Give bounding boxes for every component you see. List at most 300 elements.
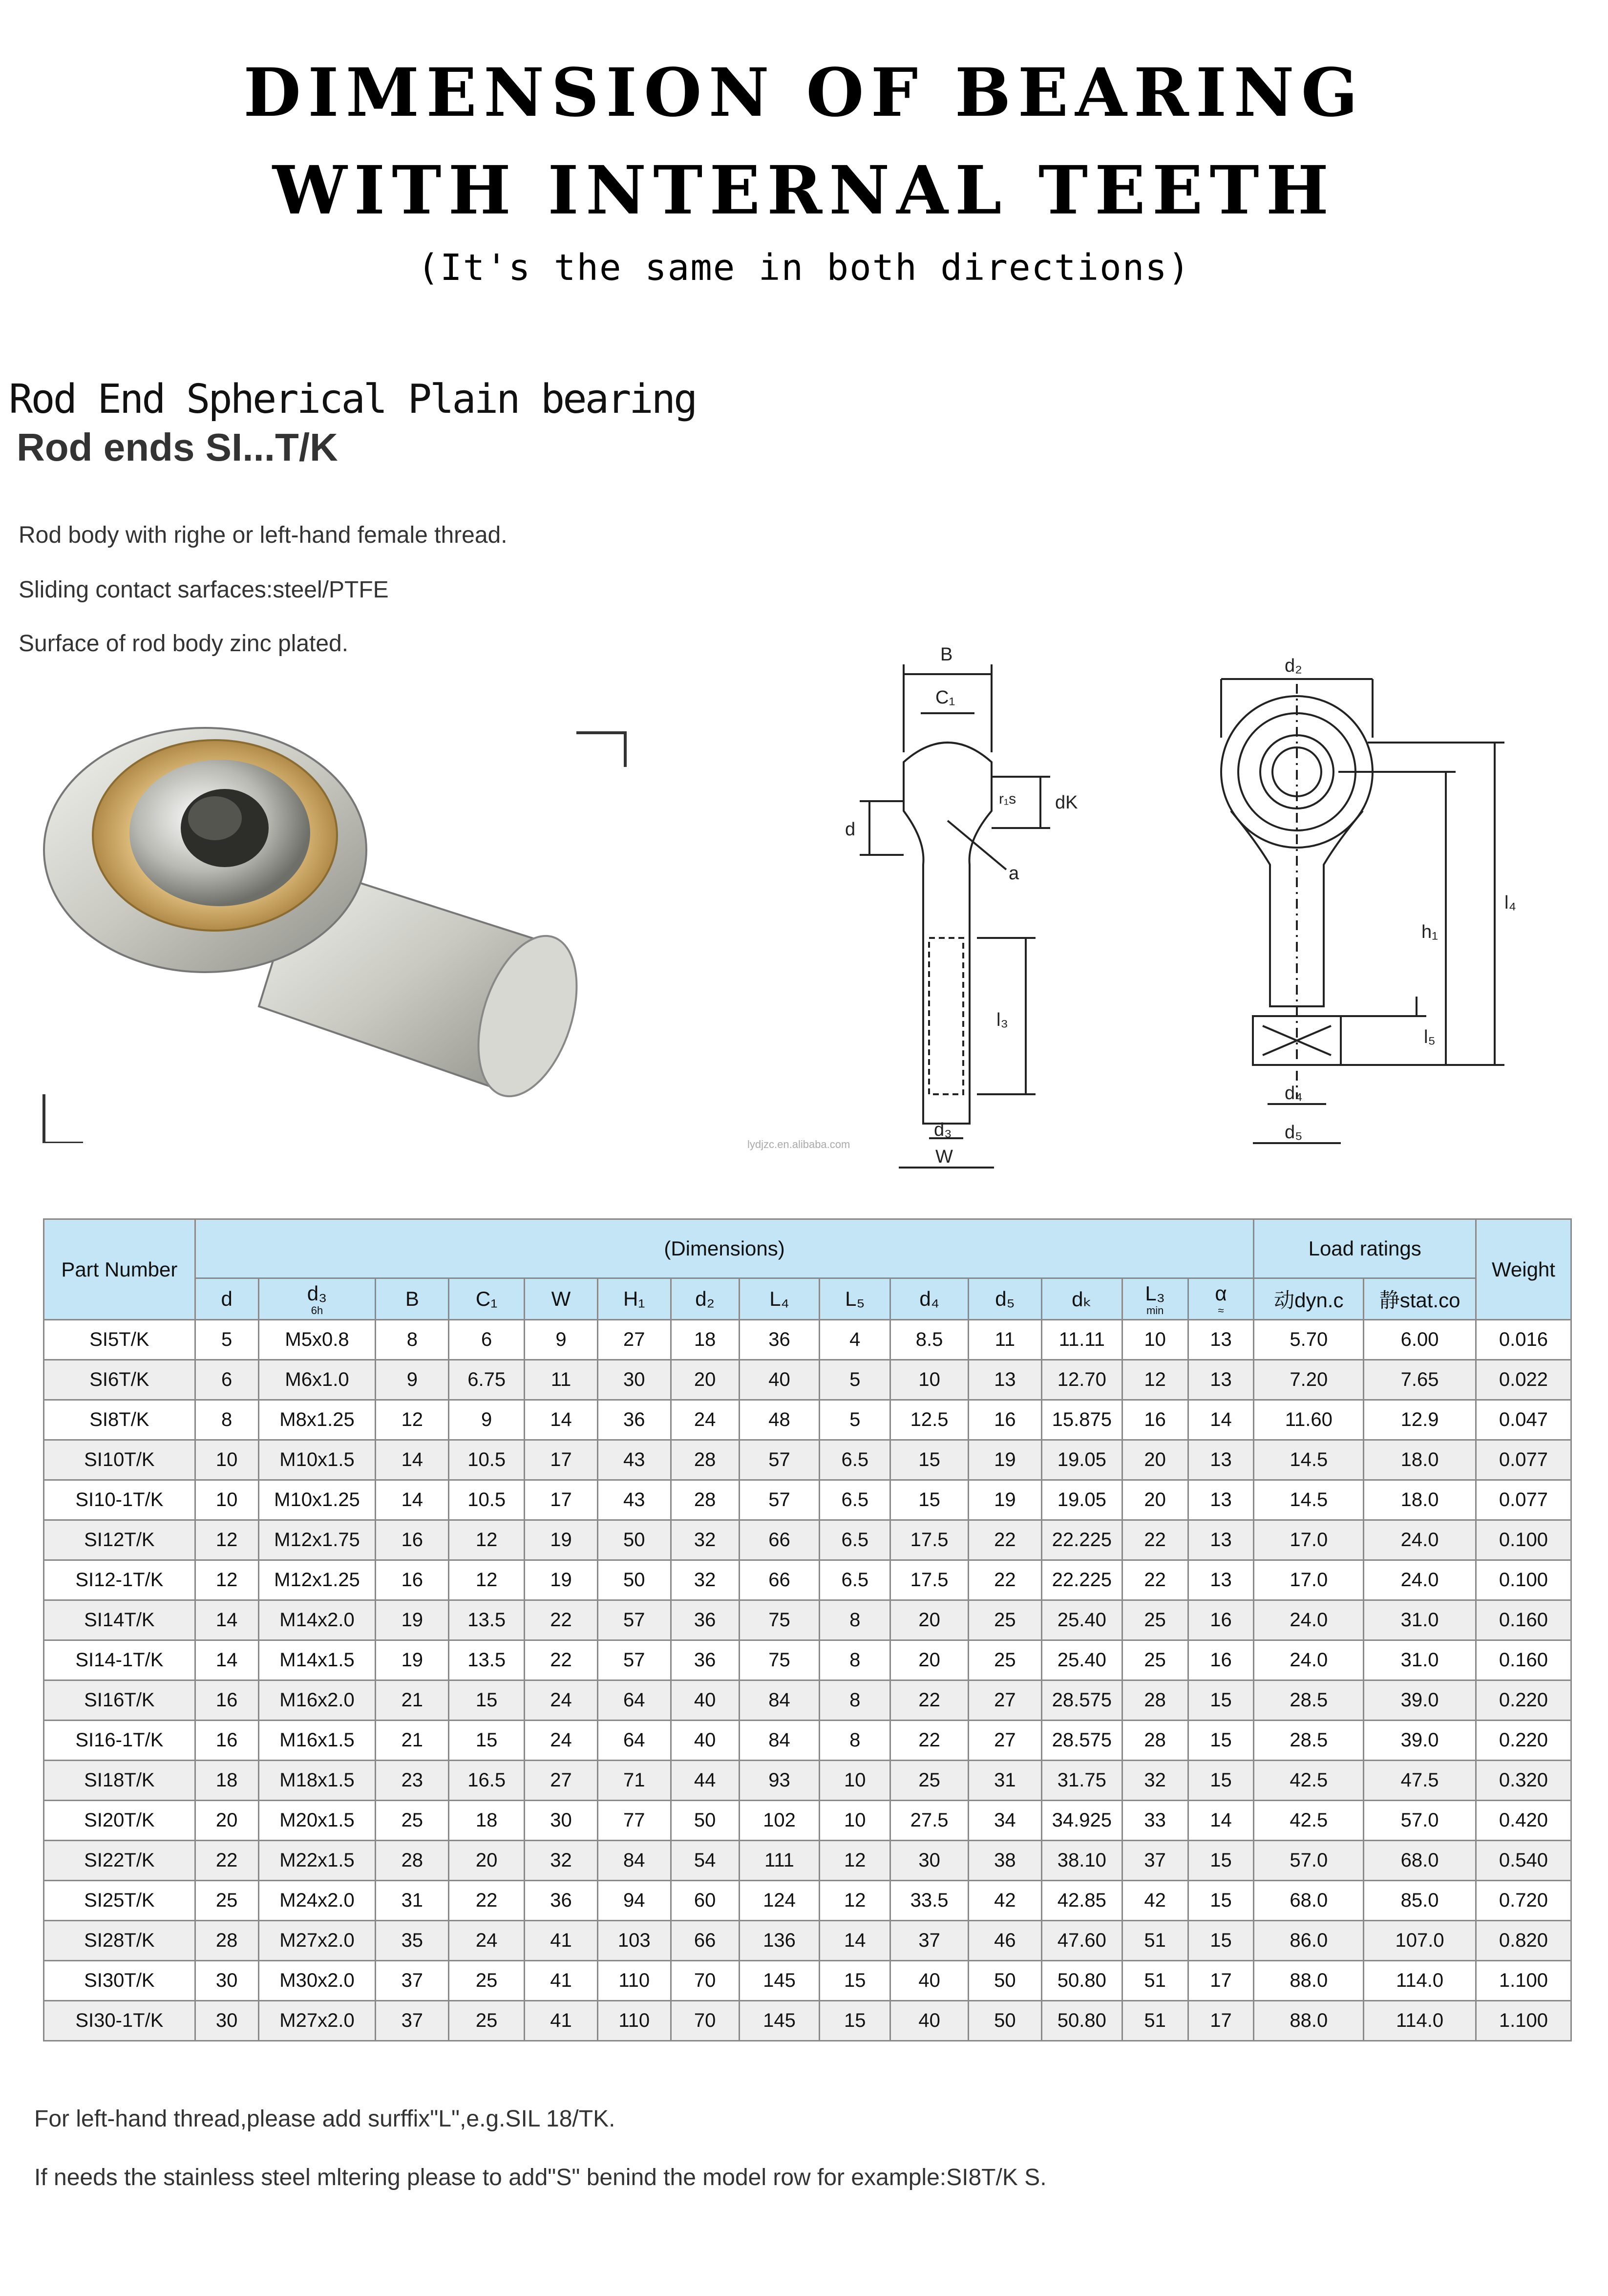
table-cell: M18x1.5: [258, 1761, 376, 1801]
table-cell: 57.0: [1254, 1841, 1364, 1881]
table-cell: 64: [597, 1680, 671, 1721]
table-cell: 42: [1122, 1881, 1188, 1921]
table-cell: 31: [969, 1761, 1042, 1801]
footer-note: For left-hand thread,please add surffix"L",e.g.SIL 18/TK.: [34, 2106, 615, 2132]
part-number-cell: SI30-1T/K: [44, 2001, 195, 2041]
table-cell: 27: [969, 1680, 1042, 1721]
table-cell: 0.100: [1476, 1560, 1571, 1600]
table-cell: 14: [376, 1440, 449, 1480]
table-cell: 10: [820, 1761, 890, 1801]
table-cell: 27: [597, 1320, 671, 1360]
table-cell: 25: [376, 1801, 449, 1841]
table-cell: 10: [195, 1480, 258, 1520]
table-cell: 60: [671, 1881, 739, 1921]
table-cell: 39.0: [1364, 1680, 1476, 1721]
table-cell: 32: [671, 1560, 739, 1600]
col-header: d₅: [969, 1278, 1042, 1320]
table-cell: 14: [195, 1600, 258, 1640]
table-cell: 11: [525, 1360, 598, 1400]
table-cell: 24: [671, 1400, 739, 1440]
table-cell: 12.5: [890, 1400, 969, 1440]
table-row: [44, 1520, 1571, 1560]
table-cell: 103: [597, 1921, 671, 1961]
col-header: C₁: [449, 1278, 525, 1320]
table-row: [44, 1640, 1571, 1680]
table-cell: 51: [1122, 2001, 1188, 2041]
table-cell: 84: [597, 1841, 671, 1881]
table-cell: 32: [525, 1841, 598, 1881]
table-row: [44, 1560, 1571, 1600]
table-cell: 15: [890, 1440, 969, 1480]
table-cell: 24: [525, 1680, 598, 1721]
col-header: W: [525, 1278, 598, 1320]
table-cell: 0.160: [1476, 1640, 1571, 1680]
table-cell: 27.5: [890, 1801, 969, 1841]
label-W: W: [935, 1147, 953, 1167]
table-cell: 136: [739, 1921, 820, 1961]
table-cell: 20: [890, 1600, 969, 1640]
table-cell: 0.077: [1476, 1480, 1571, 1520]
table-cell: 31.0: [1364, 1600, 1476, 1640]
table-cell: 6.75: [449, 1360, 525, 1400]
table-cell: 71: [597, 1761, 671, 1801]
table-cell: 57: [597, 1600, 671, 1640]
table-cell: 22: [195, 1841, 258, 1881]
table-cell: 43: [597, 1480, 671, 1520]
table-cell: 33.5: [890, 1881, 969, 1921]
part-number-cell: SI8T/K: [44, 1400, 195, 1440]
dimension-table: [43, 1218, 1572, 2041]
table-cell: 0.220: [1476, 1721, 1571, 1761]
part-number-cell: SI5T/K: [44, 1320, 195, 1360]
table-cell: M27x2.0: [258, 1921, 376, 1961]
table-cell: 18: [195, 1761, 258, 1801]
table-cell: 15: [1188, 1761, 1254, 1801]
label-d4: d₄: [1285, 1083, 1303, 1104]
table-cell: 9: [376, 1360, 449, 1400]
product-name: Rod ends SI...T/K: [17, 425, 338, 469]
table-cell: 6.5: [820, 1440, 890, 1480]
label-dK: dK: [1055, 792, 1078, 813]
table-cell: 15: [820, 1961, 890, 2001]
table-cell: 16: [1188, 1600, 1254, 1640]
table-cell: 12: [449, 1520, 525, 1560]
table-cell: 50: [969, 1961, 1042, 2001]
table-cell: 11: [969, 1320, 1042, 1360]
table-cell: 17: [525, 1440, 598, 1480]
table-cell: 16: [376, 1520, 449, 1560]
table-cell: 145: [739, 1961, 820, 2001]
table-cell: 17.5: [890, 1520, 969, 1560]
page-subtitle: (It's the same in both directions): [417, 247, 1191, 289]
table-cell: 22: [449, 1881, 525, 1921]
table-cell: M6x1.0: [258, 1360, 376, 1400]
col-header: L₅: [820, 1278, 890, 1320]
table-cell: 34.925: [1041, 1801, 1122, 1841]
table-cell: 40: [739, 1360, 820, 1400]
table-cell: 27: [969, 1721, 1042, 1761]
table-cell: 18: [449, 1801, 525, 1841]
description-line: Rod body with righe or left-hand female thread.: [19, 522, 508, 548]
table-cell: 68.0: [1364, 1841, 1476, 1881]
table-cell: 28.575: [1041, 1721, 1122, 1761]
table-cell: 19.05: [1041, 1440, 1122, 1480]
table-cell: 13: [1188, 1480, 1254, 1520]
table-cell: 9: [525, 1320, 598, 1360]
table-cell: 28: [195, 1921, 258, 1961]
table-cell: 28.575: [1041, 1680, 1122, 1721]
table-cell: 51: [1122, 1921, 1188, 1961]
table-cell: 17: [525, 1480, 598, 1520]
table-cell: 25: [1122, 1600, 1188, 1640]
table-cell: 36: [525, 1881, 598, 1921]
table-cell: M16x2.0: [258, 1680, 376, 1721]
section-heading: Rod End Spherical Plain bearing: [9, 376, 696, 423]
table-cell: 16.5: [449, 1761, 525, 1801]
table-cell: 86.0: [1254, 1921, 1364, 1961]
table-cell: 22: [890, 1721, 969, 1761]
table-cell: 0.320: [1476, 1761, 1571, 1801]
table-cell: 14: [1188, 1801, 1254, 1841]
table-cell: 13: [1188, 1520, 1254, 1560]
header-load-ratings: Load ratings: [1254, 1219, 1476, 1278]
table-cell: 21: [376, 1721, 449, 1761]
header-weight: Weight: [1476, 1219, 1571, 1320]
table-cell: 15: [1188, 1921, 1254, 1961]
table-cell: 6.5: [820, 1560, 890, 1600]
table-cell: 66: [739, 1560, 820, 1600]
col-header: H₁: [597, 1278, 671, 1320]
table-cell: 20: [1122, 1480, 1188, 1520]
part-number-cell: SI10T/K: [44, 1440, 195, 1480]
table-cell: 25: [969, 1640, 1042, 1680]
part-number-cell: SI16-1T/K: [44, 1721, 195, 1761]
table-cell: 30: [597, 1360, 671, 1400]
table-cell: M16x1.5: [258, 1721, 376, 1761]
table-cell: 47.60: [1041, 1921, 1122, 1961]
label-d5: d₅: [1285, 1122, 1303, 1143]
table-cell: 38.10: [1041, 1841, 1122, 1881]
part-number-cell: SI28T/K: [44, 1921, 195, 1961]
table-cell: 43: [597, 1440, 671, 1480]
col-header: d: [195, 1278, 258, 1320]
table-cell: 13.5: [449, 1600, 525, 1640]
watermark: lydjzc.en.alibaba.com: [747, 1138, 850, 1150]
table-cell: M5x0.8: [258, 1320, 376, 1360]
table-cell: M24x2.0: [258, 1881, 376, 1921]
table-cell: 50.80: [1041, 2001, 1122, 2041]
table-cell: 1.100: [1476, 2001, 1571, 2041]
table-cell: 42.85: [1041, 1881, 1122, 1921]
table-row: [44, 1921, 1571, 1961]
table-cell: 15: [1188, 1841, 1254, 1881]
table-cell: 0.820: [1476, 1921, 1571, 1961]
col-header: d₃ 6h: [258, 1278, 376, 1320]
table-cell: M30x2.0: [258, 1961, 376, 2001]
table-cell: 12: [820, 1841, 890, 1881]
table-cell: 27: [525, 1761, 598, 1801]
table-cell: 20: [890, 1640, 969, 1680]
table-cell: 28: [671, 1440, 739, 1480]
table-cell: 13: [1188, 1360, 1254, 1400]
table-cell: M14x1.5: [258, 1640, 376, 1680]
table-cell: 22.225: [1041, 1520, 1122, 1560]
table-cell: 85.0: [1364, 1881, 1476, 1921]
table-cell: 18: [671, 1320, 739, 1360]
table-cell: 0.016: [1476, 1320, 1571, 1360]
table-cell: 6: [195, 1360, 258, 1400]
table-cell: 13: [1188, 1560, 1254, 1600]
table-cell: 14: [376, 1480, 449, 1520]
table-cell: 50: [671, 1801, 739, 1841]
table-cell: 16: [195, 1721, 258, 1761]
table-cell: 20: [195, 1801, 258, 1841]
table-cell: M20x1.5: [258, 1801, 376, 1841]
table-cell: 0.720: [1476, 1881, 1571, 1921]
table-cell: 8: [820, 1640, 890, 1680]
label-a: a: [1009, 863, 1019, 884]
table-cell: 57: [739, 1480, 820, 1520]
col-header: dₖ: [1041, 1278, 1122, 1320]
table-cell: 10: [820, 1801, 890, 1841]
page-title-line1: DIMENSION OF BEARING: [243, 54, 1365, 132]
table-cell: 114.0: [1364, 2001, 1476, 2041]
table-cell: 37: [1122, 1841, 1188, 1881]
table-cell: 0.047: [1476, 1400, 1571, 1440]
table-cell: 8: [195, 1400, 258, 1440]
table-cell: 36: [671, 1640, 739, 1680]
col-header: α ≈: [1188, 1278, 1254, 1320]
table-cell: 41: [525, 1961, 598, 2001]
table-cell: 10: [195, 1440, 258, 1480]
table-cell: 25: [449, 2001, 525, 2041]
table-cell: 19: [969, 1440, 1042, 1480]
table-cell: 32: [1122, 1761, 1188, 1801]
table-cell: 8: [820, 1680, 890, 1721]
table-cell: 33: [1122, 1801, 1188, 1841]
table-cell: 25: [195, 1881, 258, 1921]
table-cell: 84: [739, 1721, 820, 1761]
table-cell: 57: [597, 1640, 671, 1680]
table-cell: 19.05: [1041, 1480, 1122, 1520]
table-cell: 8: [376, 1320, 449, 1360]
table-cell: 22: [890, 1680, 969, 1721]
table-cell: 4: [820, 1320, 890, 1360]
table-cell: 0.077: [1476, 1440, 1571, 1480]
label-B: B: [940, 644, 953, 665]
table-row: [44, 1320, 1571, 1360]
table-cell: 36: [671, 1600, 739, 1640]
table-cell: M10x1.5: [258, 1440, 376, 1480]
description-line: Surface of rod body zinc plated.: [19, 631, 349, 657]
table-cell: 40: [671, 1680, 739, 1721]
table-cell: 111: [739, 1841, 820, 1881]
table-cell: 77: [597, 1801, 671, 1841]
table-cell: 124: [739, 1881, 820, 1921]
table-cell: 18.0: [1364, 1440, 1476, 1480]
table-cell: 8.5: [890, 1320, 969, 1360]
table-row: [44, 1480, 1571, 1520]
table-cell: 28: [376, 1841, 449, 1881]
table-cell: 36: [597, 1400, 671, 1440]
table-cell: 50: [597, 1520, 671, 1560]
table-cell: 20: [1122, 1440, 1188, 1480]
table-cell: 24.0: [1364, 1560, 1476, 1600]
table-cell: 16: [195, 1680, 258, 1721]
table-cell: 64: [597, 1721, 671, 1761]
table-cell: 22: [969, 1520, 1042, 1560]
table-cell: 19: [525, 1560, 598, 1600]
table-cell: 24.0: [1254, 1640, 1364, 1680]
table-cell: 14.5: [1254, 1440, 1364, 1480]
table-cell: 25: [449, 1961, 525, 2001]
table-cell: 19: [525, 1520, 598, 1560]
table-cell: 25.40: [1041, 1600, 1122, 1640]
table-cell: 1.100: [1476, 1961, 1571, 2001]
header-part-number: Part Number: [44, 1219, 195, 1320]
table-cell: 40: [890, 2001, 969, 2041]
table-row: [44, 2001, 1571, 2041]
table-cell: 10.5: [449, 1480, 525, 1520]
table-row: [44, 1881, 1571, 1921]
table-cell: 36: [739, 1320, 820, 1360]
table-row: [44, 1761, 1571, 1801]
table-cell: 19: [969, 1480, 1042, 1520]
table-cell: 46: [969, 1921, 1042, 1961]
table-cell: 14: [1188, 1400, 1254, 1440]
table-cell: 0.100: [1476, 1520, 1571, 1560]
table-cell: 9: [449, 1400, 525, 1440]
table-cell: 54: [671, 1841, 739, 1881]
table-cell: 22: [1122, 1520, 1188, 1560]
part-number-cell: SI16T/K: [44, 1680, 195, 1721]
table-body: [44, 1320, 1571, 2041]
label-C1: C₁: [935, 687, 955, 708]
label-r1s: r₁s: [999, 791, 1016, 807]
table-cell: 68.0: [1254, 1881, 1364, 1921]
table-cell: 5: [820, 1360, 890, 1400]
table-cell: 41: [525, 2001, 598, 2041]
table-cell: M27x2.0: [258, 2001, 376, 2041]
table-cell: 28.5: [1254, 1721, 1364, 1761]
table-cell: 30: [890, 1841, 969, 1881]
table-cell: 21: [376, 1680, 449, 1721]
table-cell: 84: [739, 1680, 820, 1721]
table-cell: 114.0: [1364, 1961, 1476, 2001]
table-cell: 24.0: [1364, 1520, 1476, 1560]
table-cell: 12: [1122, 1360, 1188, 1400]
table-cell: 12.9: [1364, 1400, 1476, 1440]
table-cell: 16: [376, 1560, 449, 1600]
table-cell: 6.00: [1364, 1320, 1476, 1360]
table-cell: 13.5: [449, 1640, 525, 1680]
table-row: [44, 1801, 1571, 1841]
table-cell: 107.0: [1364, 1921, 1476, 1961]
label-l3: l₃: [996, 1010, 1008, 1030]
table-cell: 37: [890, 1921, 969, 1961]
table-cell: M12x1.25: [258, 1560, 376, 1600]
table-cell: 50: [597, 1560, 671, 1600]
part-number-cell: SI14-1T/K: [44, 1640, 195, 1680]
table-cell: 30: [195, 1961, 258, 2001]
table-cell: 15: [1188, 1721, 1254, 1761]
table-row: [44, 1841, 1571, 1881]
table-cell: 22: [969, 1560, 1042, 1600]
part-number-cell: SI25T/K: [44, 1881, 195, 1921]
table-cell: 6.5: [820, 1480, 890, 1520]
description-line: Sliding contact sarfaces:steel/PTFE: [19, 577, 389, 603]
table-cell: 16: [969, 1400, 1042, 1440]
table-row: [44, 1721, 1571, 1761]
table-cell: 19: [376, 1640, 449, 1680]
table-cell: 66: [671, 1921, 739, 1961]
table-cell: 15: [1188, 1680, 1254, 1721]
table-cell: 20: [671, 1360, 739, 1400]
table-cell: 75: [739, 1600, 820, 1640]
table-cell: 102: [739, 1801, 820, 1841]
table-cell: 93: [739, 1761, 820, 1801]
table-cell: 39.0: [1364, 1721, 1476, 1761]
table-cell: 40: [890, 1961, 969, 2001]
dimension-drawing: [801, 635, 1563, 1172]
table-cell: 30: [195, 2001, 258, 2041]
rod-end-photo: [29, 703, 645, 1143]
table-cell: M22x1.5: [258, 1841, 376, 1881]
table-cell: 14: [195, 1640, 258, 1680]
table-cell: 40: [671, 1721, 739, 1761]
table-cell: 18.0: [1364, 1480, 1476, 1520]
table-cell: 25.40: [1041, 1640, 1122, 1680]
part-number-cell: SI20T/K: [44, 1801, 195, 1841]
table-cell: M14x2.0: [258, 1600, 376, 1640]
table-cell: M8x1.25: [258, 1400, 376, 1440]
table-cell: 22: [525, 1640, 598, 1680]
table-cell: 57: [739, 1440, 820, 1480]
table-cell: 0.160: [1476, 1600, 1571, 1640]
label-l5: l₅: [1424, 1027, 1436, 1047]
table-cell: 70: [671, 1961, 739, 2001]
table-cell: 17.5: [890, 1560, 969, 1600]
table-cell: 11.11: [1041, 1320, 1122, 1360]
table-cell: 14.5: [1254, 1480, 1364, 1520]
table-cell: 10: [890, 1360, 969, 1400]
table-cell: 8: [820, 1600, 890, 1640]
table-cell: 0.420: [1476, 1801, 1571, 1841]
part-number-cell: SI10-1T/K: [44, 1480, 195, 1520]
table-cell: 15: [1188, 1881, 1254, 1921]
table-cell: 16: [1188, 1640, 1254, 1680]
table-cell: 0.540: [1476, 1841, 1571, 1881]
table-cell: 44: [671, 1761, 739, 1801]
table-cell: 22: [1122, 1560, 1188, 1600]
part-number-cell: SI18T/K: [44, 1761, 195, 1801]
part-number-cell: SI22T/K: [44, 1841, 195, 1881]
table-cell: 35: [376, 1921, 449, 1961]
col-header: B: [376, 1278, 449, 1320]
table-cell: 50: [969, 2001, 1042, 2041]
table-cell: 28: [1122, 1721, 1188, 1761]
table-cell: 31: [376, 1881, 449, 1921]
table-cell: 24: [449, 1921, 525, 1961]
table-cell: 13: [1188, 1440, 1254, 1480]
table-cell: 19: [376, 1600, 449, 1640]
table-cell: 50.80: [1041, 1961, 1122, 2001]
table-cell: 24: [525, 1721, 598, 1761]
table-cell: 20: [449, 1841, 525, 1881]
table-cell: 30: [525, 1801, 598, 1841]
table-cell: 88.0: [1254, 2001, 1364, 2041]
page-title-line2: WITH INTERNAL TEETH: [272, 151, 1336, 230]
